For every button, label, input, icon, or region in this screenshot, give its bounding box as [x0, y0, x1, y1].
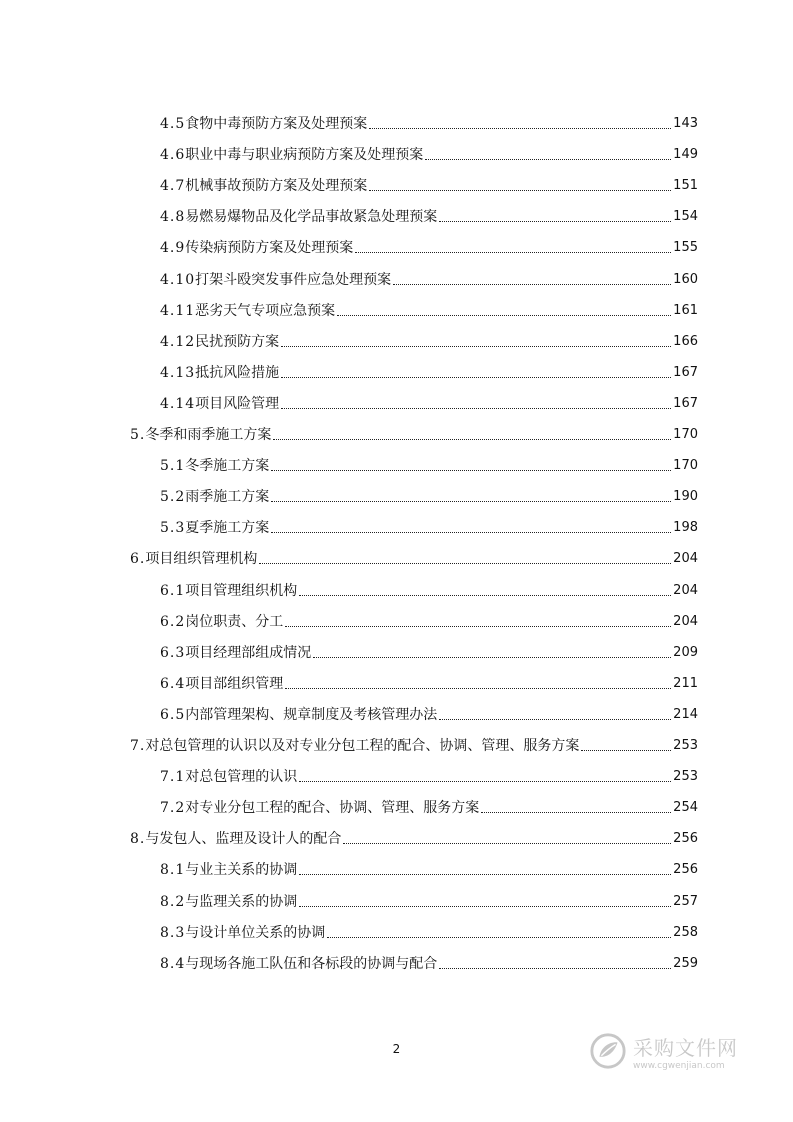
- toc-entry-page: 143: [673, 116, 698, 131]
- toc-dot-leader: [439, 968, 671, 969]
- toc-entry-page: 190: [673, 489, 698, 505]
- toc-dot-leader: [369, 190, 671, 191]
- toc-dot-leader: [271, 532, 671, 533]
- toc-entry-number: 8.1: [160, 862, 186, 879]
- toc-entry-number: 6.2: [160, 613, 186, 630]
- toc-entry-page: 167: [673, 364, 698, 380]
- toc-dot-leader: [273, 439, 671, 440]
- toc-entry-number: 4.12: [160, 333, 196, 350]
- toc-entry-page: 161: [673, 302, 698, 318]
- toc-entry-number: 5.3: [160, 520, 186, 537]
- toc-dot-leader: [439, 719, 671, 720]
- toc-dot-leader: [355, 252, 671, 253]
- toc-entry-page: 170: [673, 458, 698, 474]
- toc-dot-leader: [299, 874, 671, 875]
- toc-entry-title: 机械事故预防方案及处理预案: [185, 178, 368, 195]
- toc-entry-page: 155: [673, 240, 698, 256]
- toc-entry-title: 项目经理部组成情况: [185, 644, 312, 661]
- toc-entry-page: 167: [673, 395, 698, 411]
- toc-dot-leader: [285, 626, 671, 627]
- toc-entry-page: 204: [673, 551, 698, 567]
- toc-entry-title: 恶劣天气专项应急预案: [195, 302, 336, 319]
- toc-entry-title: 内部管理架构、规章制度及考核管理办法: [185, 706, 438, 723]
- toc-entry-title: 易燃易爆物品及化学品事故紧急处理预案: [185, 209, 438, 226]
- toc-dot-leader: [369, 128, 671, 129]
- toc-entry-page: 256: [673, 862, 698, 878]
- leaf-logo-icon: [589, 1032, 627, 1070]
- toc-entry-title: 项目风险管理: [195, 395, 280, 412]
- toc-dot-leader: [481, 812, 671, 813]
- toc-entry-page: 198: [673, 520, 698, 536]
- toc-entry[interactable]: [160, 643, 698, 663]
- toc-dot-leader: [439, 221, 671, 222]
- page-number: 2: [392, 1042, 401, 1056]
- toc-entry-title: 对总包管理的认识以及对专业分包工程的配合、协调、管理、服务方案: [145, 738, 580, 754]
- toc-dot-leader: [337, 315, 671, 316]
- toc-entry-title: 民扰预防方案: [195, 333, 280, 350]
- toc-entry-number: 8.4: [160, 955, 186, 972]
- toc-entry-number: 4.5: [160, 116, 186, 132]
- toc-entry-page: 253: [673, 769, 698, 785]
- toc-entry-page: 151: [673, 178, 698, 194]
- watermark-title: 采购文件网: [633, 1035, 738, 1060]
- toc-entry-title: 对总包管理的认识: [185, 769, 298, 786]
- toc-entry[interactable]: [160, 301, 698, 321]
- toc-entry-number: 8.3: [160, 924, 186, 941]
- toc-entry[interactable]: [160, 270, 698, 290]
- toc-entry[interactable]: [160, 176, 698, 196]
- toc-entry-page: 160: [673, 271, 698, 287]
- toc-dot-leader: [425, 159, 671, 160]
- toc-entry[interactable]: [160, 332, 698, 352]
- toc-entry-number: 4.6: [160, 147, 186, 164]
- toc-entry-number: 8.2: [160, 893, 186, 910]
- toc-entry[interactable]: [160, 114, 698, 134]
- toc-entry[interactable]: [160, 923, 698, 943]
- toc-entry-number: 6.4: [160, 675, 186, 692]
- toc-entry-number: 4.10: [160, 271, 196, 288]
- toc-entry-page: 204: [673, 582, 698, 598]
- toc-entry[interactable]: [160, 798, 698, 818]
- toc-entry-title: 食物中毒预防方案及处理预案: [185, 116, 368, 132]
- toc-entry[interactable]: [160, 487, 698, 507]
- toc-entry-number: 4.13: [160, 364, 196, 381]
- toc-dot-leader: [343, 843, 671, 844]
- toc-entry-number: 7.1: [160, 769, 186, 786]
- toc-entry-title: 与设计单位关系的协调: [185, 924, 326, 941]
- toc-entry-title: 对专业分包工程的配合、协调、管理、服务方案: [185, 800, 480, 817]
- toc-entry-number: 4.8: [160, 209, 186, 226]
- toc-entry[interactable]: [160, 581, 698, 601]
- toc-dot-leader: [281, 346, 671, 347]
- toc-entry-title: 项目组织管理机构: [145, 551, 258, 568]
- toc-entry-number: 4.14: [160, 395, 196, 412]
- toc-entry-number: 5.1: [160, 458, 186, 475]
- toc-entry-number: 6.: [130, 551, 146, 568]
- toc-entry-page: 257: [673, 893, 698, 909]
- toc-entry-page: 214: [673, 706, 698, 722]
- toc-dot-leader: [285, 688, 671, 689]
- toc-dot-leader: [281, 408, 671, 409]
- toc-entry[interactable]: [160, 394, 698, 414]
- toc-entry-number: 4.7: [160, 178, 186, 195]
- toc-entry-title: 冬季施工方案: [185, 458, 270, 475]
- toc-entry-title: 夏季施工方案: [185, 520, 270, 537]
- toc-entry-title: 传染病预防方案及处理预案: [185, 240, 354, 257]
- toc-dot-leader: [393, 284, 671, 285]
- toc-entry-number: 4.9: [160, 240, 186, 257]
- toc-dot-leader: [271, 470, 671, 471]
- toc-entry[interactable]: [130, 736, 698, 756]
- toc-entry-title: 雨季施工方案: [185, 489, 270, 506]
- toc-entry-page: 253: [673, 738, 698, 753]
- toc-entry[interactable]: [160, 674, 698, 694]
- toc-entry[interactable]: [160, 518, 698, 538]
- toc-entry-title: 与业主关系的协调: [185, 862, 298, 879]
- toc-entry-number: 8.: [130, 831, 146, 848]
- toc-entry-title: 冬季和雨季施工方案: [145, 427, 272, 443]
- toc-entry-number: 7.: [130, 738, 146, 754]
- toc-entry-number: 7.2: [160, 800, 186, 817]
- toc-entry-title: 与现场各施工队伍和各标段的协调与配合: [185, 955, 438, 972]
- toc-entry-number: 5.: [130, 427, 146, 443]
- toc-entry-page: 170: [673, 427, 698, 442]
- toc-dot-leader: [271, 501, 671, 502]
- toc-entry-title: 与监理关系的协调: [185, 893, 298, 910]
- toc-dot-leader: [281, 377, 671, 378]
- toc-entry[interactable]: [160, 705, 698, 725]
- toc-entry-title: 打架斗殴突发事件应急处理预案: [195, 271, 392, 288]
- toc-entry[interactable]: [160, 456, 698, 476]
- toc-entry-number: 4.11: [160, 302, 196, 319]
- toc-entry[interactable]: [160, 892, 698, 912]
- toc-dot-leader: [299, 781, 671, 782]
- watermark-url: www.cgwenjian.com: [633, 1060, 725, 1071]
- toc-dot-leader: [327, 937, 671, 938]
- toc-entry-title: 项目部组织管理: [185, 675, 284, 692]
- toc-entry-title: 职业中毒与职业病预防方案及处理预案: [185, 147, 424, 164]
- toc-entry[interactable]: [160, 207, 698, 227]
- toc-entry-number: 6.1: [160, 582, 186, 599]
- toc-entry-number: 6.5: [160, 706, 186, 723]
- toc-entry-page: 166: [673, 333, 698, 349]
- toc-dot-leader: [259, 563, 671, 564]
- toc-entry-page: 154: [673, 209, 698, 225]
- toc-entry-page: 209: [673, 644, 698, 660]
- toc-entry[interactable]: [160, 767, 698, 787]
- toc-entry-number: 5.2: [160, 489, 186, 506]
- toc-dot-leader: [581, 750, 671, 751]
- toc-entry[interactable]: [130, 425, 698, 445]
- toc-entry-page: 149: [673, 147, 698, 163]
- toc-entry[interactable]: [130, 549, 698, 569]
- toc-entry-title: 抵抗风险措施: [195, 364, 280, 381]
- toc-entry[interactable]: [160, 238, 698, 258]
- toc-entry-title: 岗位职责、分工: [185, 613, 284, 630]
- toc-dot-leader: [299, 595, 671, 596]
- toc-entry[interactable]: [160, 363, 698, 383]
- toc-entry-page: 258: [673, 924, 698, 940]
- toc-entry[interactable]: [160, 612, 698, 632]
- toc-dot-leader: [299, 906, 671, 907]
- toc-entry-number: 6.3: [160, 644, 186, 661]
- toc-entry-title: 与发包人、监理及设计人的配合: [145, 831, 342, 848]
- watermark: [589, 1026, 749, 1076]
- toc-entry[interactable]: [160, 145, 698, 165]
- toc-entry-page: 254: [673, 800, 698, 816]
- toc-entry-page: 211: [673, 675, 698, 691]
- toc-dot-leader: [313, 657, 671, 658]
- toc-entry-title: 项目管理组织机构: [185, 582, 298, 599]
- toc-entry[interactable]: [130, 829, 698, 849]
- toc-entry-page: 256: [673, 831, 698, 847]
- toc-entry[interactable]: [160, 954, 698, 974]
- toc-entry-page: 204: [673, 613, 698, 629]
- toc-entry[interactable]: [160, 860, 698, 880]
- toc-entry-page: 259: [673, 955, 698, 971]
